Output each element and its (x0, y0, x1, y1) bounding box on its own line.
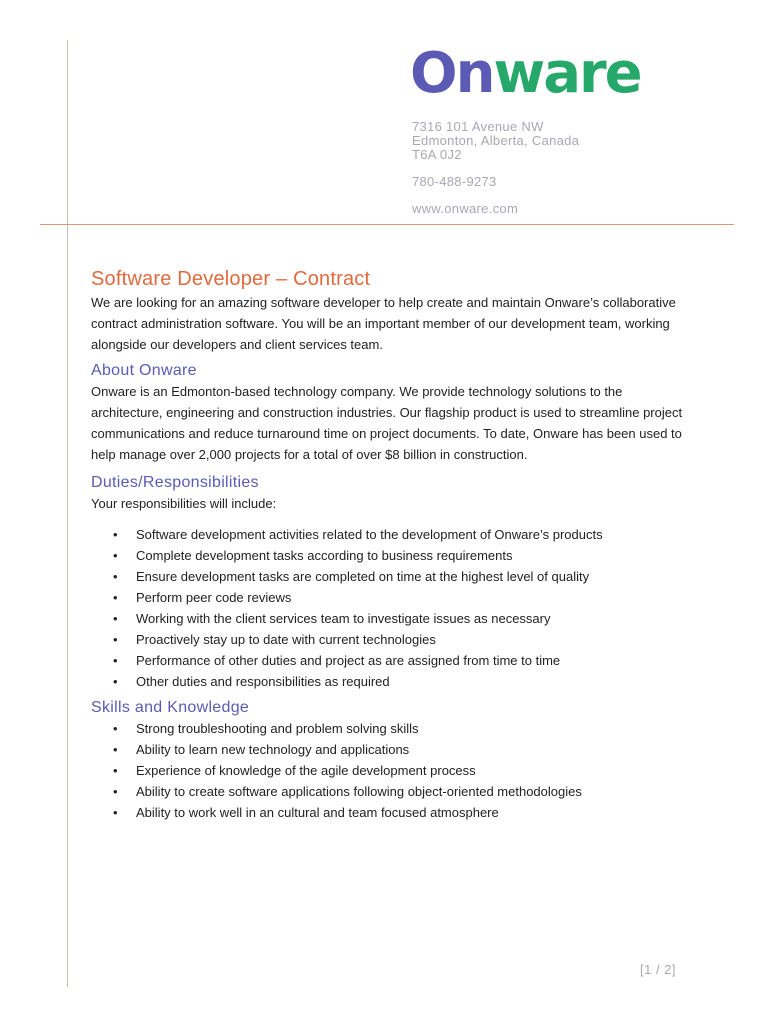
list-item-text: Experience of knowledge of the agile development process (136, 763, 476, 778)
list-item (91, 802, 691, 823)
bullet-icon: • (113, 590, 118, 605)
about-body: Onware is an Edmonton-based technology company. We provide technology solutions to the architecture, engineering and construction industries. Our flagship product is used to streamline project communications and reduce turnaround time on project documents. To date, Onware has been used to help manage over 2,000 projects for a total of over $8 billion in construction. (91, 384, 683, 462)
list-item (91, 629, 691, 650)
bullet-icon: • (113, 721, 118, 736)
list-item-text: Ability to create software applications following object-oriented methodologies (136, 784, 582, 799)
list-item (91, 608, 691, 629)
list-item (91, 739, 691, 760)
list-item-text: Ensure development tasks are completed on time at the highest level of quality (136, 569, 590, 584)
bullet-icon: • (113, 527, 118, 542)
list-item (91, 524, 691, 545)
list-item (91, 650, 691, 671)
list-item-text: Software development activities related to the development of Onware’s products (136, 527, 603, 542)
list-item-text: Proactively stay up to date with current technologies (136, 632, 436, 647)
bullet-icon: • (113, 632, 118, 647)
skills-list (91, 718, 691, 823)
list-item (91, 671, 691, 692)
duties-list (91, 524, 691, 692)
list-item-text: Strong troubleshooting and problem solving skills (136, 721, 419, 736)
logo-part-on: On (410, 41, 494, 106)
bullet-icon: • (113, 653, 118, 668)
job-intro: We are looking for an amazing software developer to help create and maintain Onware’s collaborative contract administration software. You will be an important member of our development team, working alongside our developers and client services team. (91, 295, 676, 352)
phone-number: 780-488-9273 (412, 174, 497, 189)
header-divider (40, 224, 734, 225)
bullet-icon: • (113, 548, 118, 563)
bullet-icon: • (113, 784, 118, 799)
address-line-3: T6A 0J2 (412, 147, 462, 162)
logo-part-ware: ware (493, 41, 641, 106)
list-item (91, 781, 691, 802)
address-line-1: 7316 101 Avenue NW (412, 119, 544, 134)
duties-lead: Your responsibilities will include: (91, 496, 277, 511)
bullet-icon: • (113, 569, 118, 584)
list-item (91, 587, 691, 608)
about-heading: About Onware (91, 362, 197, 379)
skills-heading: Skills and Knowledge (91, 699, 250, 716)
list-item-text: Ability to learn new technology and applications (136, 742, 410, 757)
website-link[interactable]: www.onware.com (412, 201, 519, 216)
list-item (91, 718, 691, 739)
list-item (91, 566, 691, 587)
left-margin-rule (67, 40, 68, 987)
contact-block (412, 120, 579, 216)
list-item-text: Performance of other duties and project as are assigned from time to time (136, 653, 561, 668)
bullet-icon: • (113, 674, 118, 689)
list-item-text: Ability to work well in an cultural and team focused atmosphere (136, 805, 499, 820)
list-item (91, 760, 691, 781)
list-item-text: Perform peer code reviews (136, 590, 292, 605)
address-line-2: Edmonton, Alberta, Canada (412, 133, 580, 148)
bullet-icon: • (113, 742, 118, 757)
bullet-icon: • (113, 763, 118, 778)
list-item (91, 545, 691, 566)
duties-heading: Duties/Responsibilities (91, 474, 259, 491)
bullet-icon: • (113, 611, 118, 626)
bullet-icon: • (113, 805, 118, 820)
list-item-text: Other duties and responsibilities as required (136, 674, 390, 689)
list-item-text: Complete development tasks according to business requirements (136, 548, 513, 563)
list-item-text: Working with the client services team to investigate issues as necessary (136, 611, 551, 626)
page-indicator: [1 / 2] (640, 962, 677, 977)
job-posting-body (91, 266, 691, 823)
job-title: Software Developer – Contract (91, 268, 371, 290)
onware-logo (410, 42, 641, 106)
